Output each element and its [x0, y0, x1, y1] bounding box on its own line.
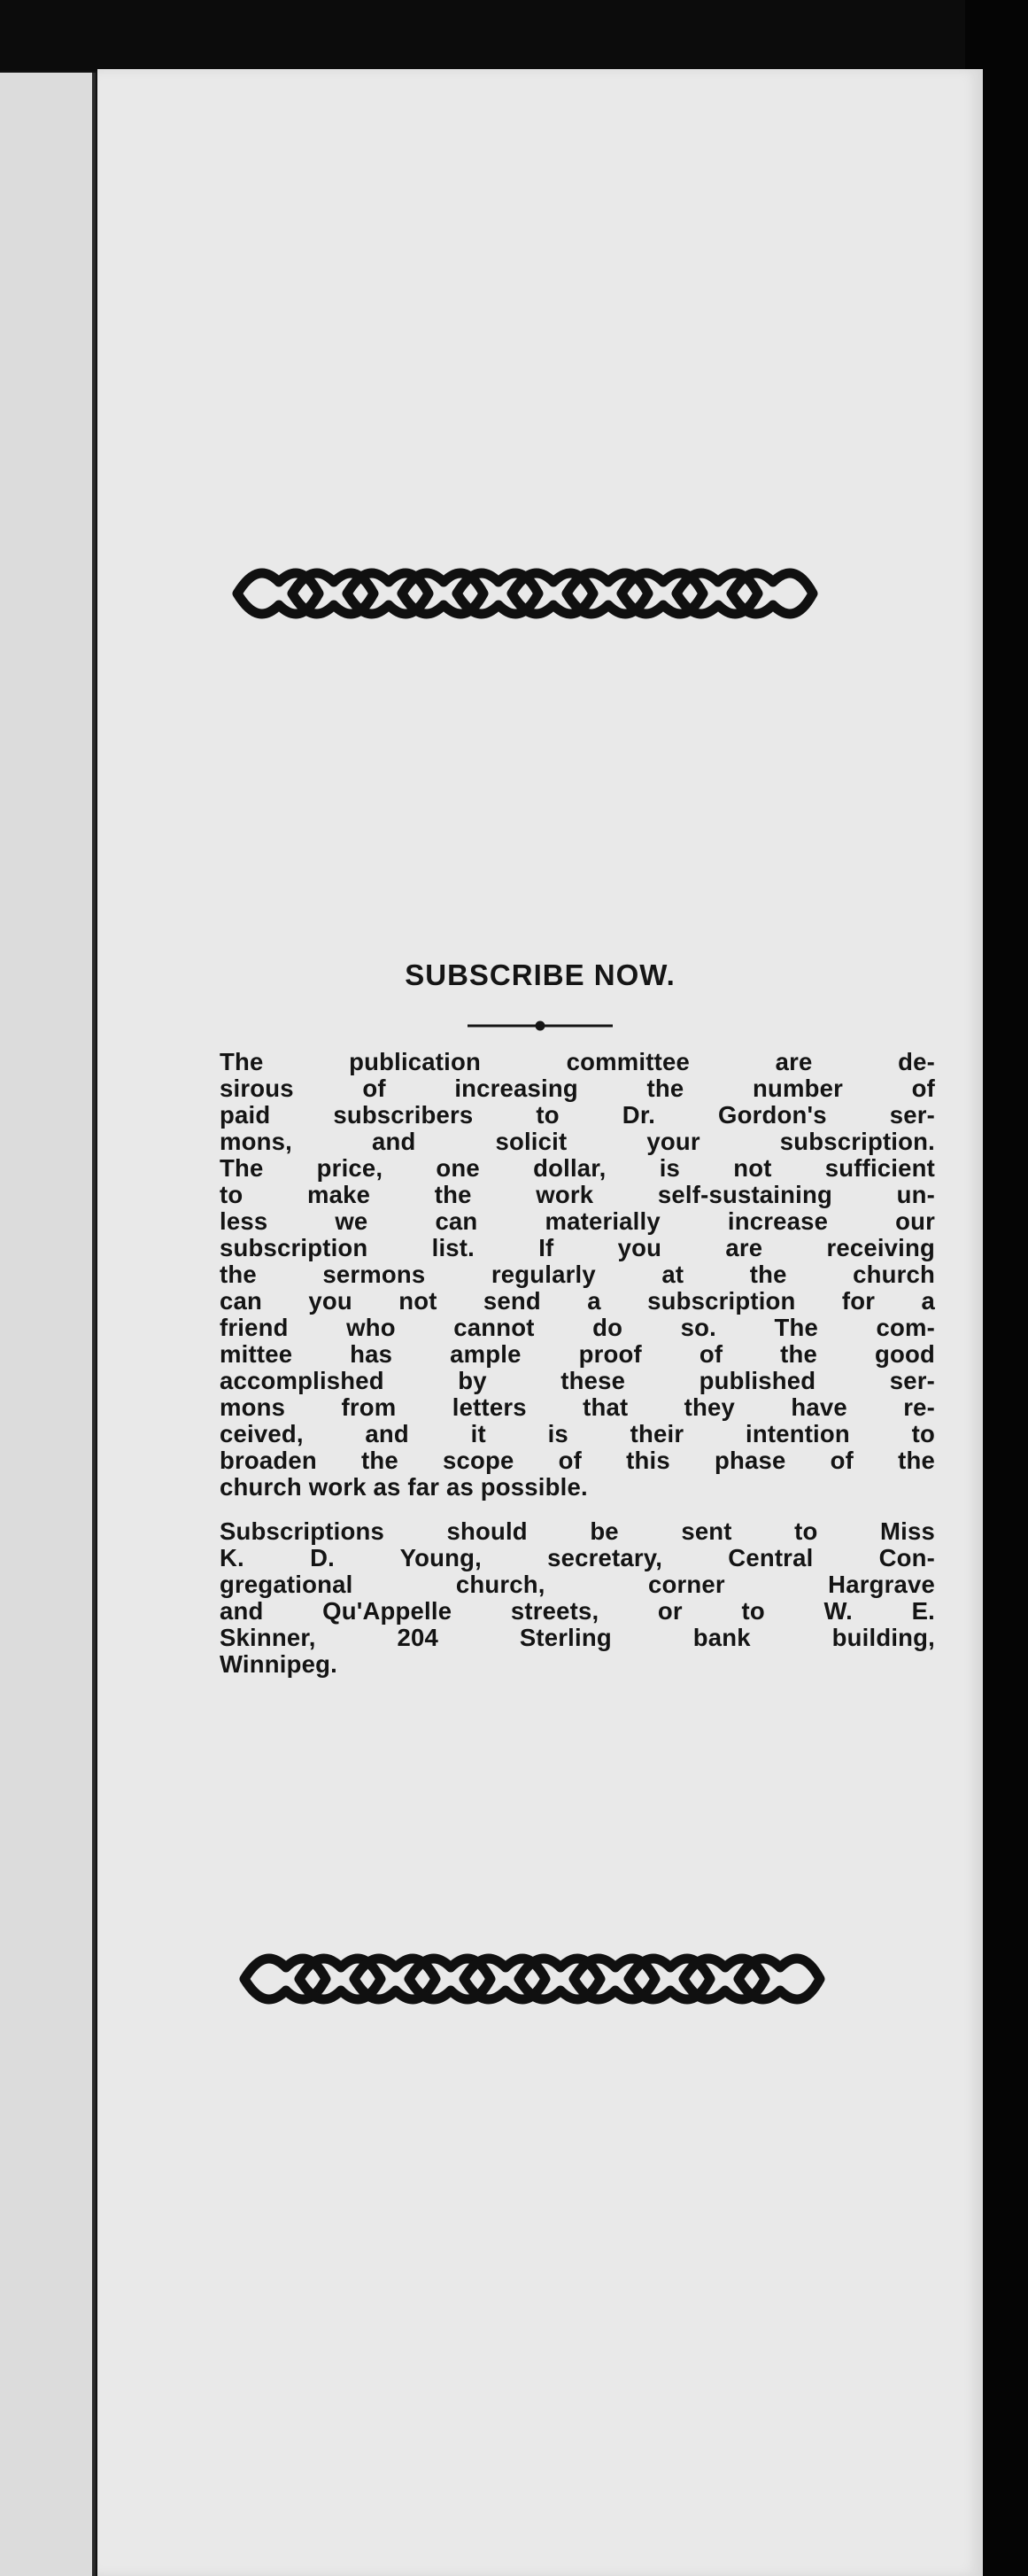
- text-line: K. D. Young, secretary, Central Con-: [220, 1544, 935, 1571]
- text-line: subscription list. If you are receiving: [220, 1234, 935, 1261]
- text-line: sirous of increasing the number of: [220, 1075, 935, 1102]
- text-line: The publication committee are de-: [220, 1048, 935, 1075]
- bottom-ornament: [97, 1928, 983, 2034]
- subscription-address-paragraph: [220, 1518, 935, 1678]
- text-line: Winnipeg.: [220, 1650, 337, 1678]
- text-line: mons from letters that they have re-: [220, 1393, 935, 1421]
- subscription-appeal-paragraph: [220, 1049, 935, 1501]
- page-heading: SUBSCRIBE NOW.: [405, 958, 676, 991]
- heading-divider: [452, 1019, 629, 1036]
- document-page: [97, 69, 983, 2576]
- top-ornament: [97, 542, 983, 648]
- text-line: can you not send a subscription for a: [220, 1287, 935, 1315]
- ornament-border-icon: [97, 542, 983, 648]
- text-line: Skinner, 204 Sterling bank building,: [220, 1624, 935, 1651]
- text-line: church work as far as possible.: [220, 1473, 588, 1501]
- page-fold-line: [92, 73, 96, 2576]
- text-line: mittee has ample proof of the good: [220, 1340, 935, 1368]
- text-line: Subscriptions should be sent to Miss: [220, 1517, 935, 1545]
- text-line: gregational church, corner Hargrave: [220, 1571, 935, 1598]
- adjacent-page-edge: [0, 73, 96, 2576]
- text-line: accomplished by these published ser-: [220, 1367, 935, 1394]
- divider-dot-icon: [452, 1019, 629, 1033]
- text-line: friend who cannot do so. The com-: [220, 1314, 935, 1341]
- text-line: less we can materially increase our: [220, 1207, 935, 1235]
- scan-top-border: [0, 0, 1028, 71]
- text-line: mons, and solicit your subscription.: [220, 1128, 935, 1155]
- text-line: to make the work self-sustaining un-: [220, 1181, 935, 1208]
- text-line: the sermons regularly at the church: [220, 1261, 935, 1288]
- text-line: and Qu'Appelle streets, or to W. E.: [220, 1597, 935, 1625]
- text-line: ceived, and it is their intention to: [220, 1420, 935, 1447]
- text-line: broaden the scope of this phase of the: [220, 1447, 935, 1474]
- text-line: paid subscribers to Dr. Gordon's ser-: [220, 1101, 935, 1129]
- text-line: The price, one dollar, is not sufficient: [220, 1154, 935, 1182]
- ornament-border-icon: [97, 1928, 983, 2034]
- article-body: [220, 1049, 935, 1678]
